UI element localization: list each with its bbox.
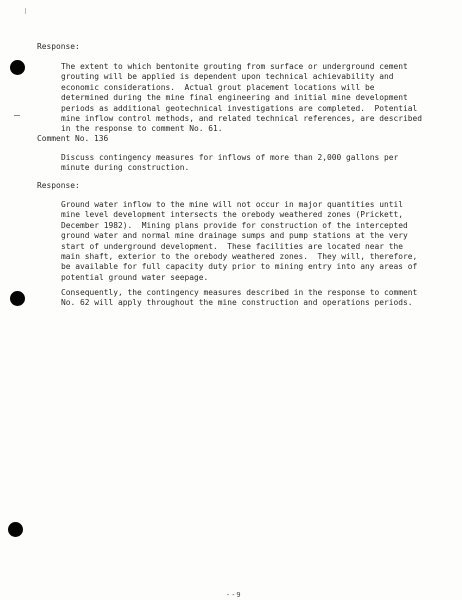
binder-hole	[10, 60, 25, 75]
response-label: Response:	[37, 181, 80, 190]
binder-hole	[8, 522, 23, 537]
text-line: start of underground development. These facilities are located near the	[61, 241, 404, 251]
binder-hole	[10, 291, 25, 306]
text-line: determined during the mine final engineering and initial mine development	[61, 93, 408, 103]
response-paragraph	[61, 288, 417, 309]
text-line: No. 62 will apply throughout the mine construction and operations periods.	[61, 298, 413, 308]
comment-paragraph	[61, 153, 398, 174]
text-line: minute during construction.	[61, 163, 190, 173]
text-line: The extent to which bentonite grouting from surface or underground cement	[61, 62, 408, 71]
scan-mark	[25, 8, 26, 14]
text-line: main shaft, exterior to the orebody weathered zones. They will, therefore,	[61, 252, 418, 262]
comment-label: Comment No. 136	[37, 134, 109, 143]
text-line: economic considerations. Actual grout placement locations will be	[61, 82, 375, 92]
text-line: ground water and normal mine drainage sumps and pump stations at the very	[61, 231, 408, 241]
text-line: December 1982). Mining plans provide for construction of the intercepted	[61, 220, 408, 230]
text-line: potential ground water seepage.	[61, 272, 209, 282]
text-line: mine inflow control methods, and related technical references, are described	[61, 114, 423, 124]
text-line: in the response to comment No. 61.	[61, 124, 223, 134]
text-line: Consequently, the contingency measures described in the response to comment	[61, 288, 418, 297]
page-number: --9	[226, 591, 242, 599]
text-line: grouting will be applied is dependent upon technical achievability and	[61, 72, 394, 82]
text-line: Discuss contingency measures for inflows of more than 2,000 gallons per	[61, 153, 399, 162]
response-paragraph	[61, 200, 417, 283]
scan-mark	[14, 115, 20, 116]
response-paragraph	[61, 62, 422, 135]
text-line: periods as additional geotechnical investigations are completed. Potential	[61, 103, 418, 113]
text-line: be available for full capacity duty prior to mining entry into any areas of	[61, 262, 418, 272]
response-label: Response:	[37, 42, 80, 51]
text-line: Ground water inflow to the mine will not occur in major quantities until	[61, 200, 404, 209]
text-line: mine level development intersects the orebody weathered zones (Prickett,	[61, 210, 404, 220]
